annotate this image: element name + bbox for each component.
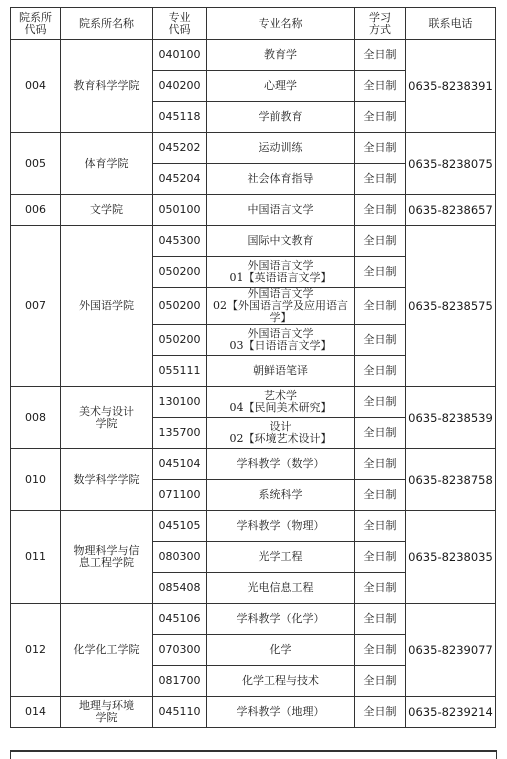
major-name-cell: 社会体育指导 — [207, 164, 355, 195]
table-row — [11, 226, 496, 257]
major-code-cell: 040200 — [153, 71, 207, 102]
study-mode-cell: 全日制 — [355, 226, 406, 257]
dept-name-cell: 教育科学学院 — [61, 40, 153, 133]
dept-code-cell: 006 — [11, 195, 61, 226]
major-code-cell: 071100 — [153, 480, 207, 511]
dept-code-cell: 010 — [11, 449, 61, 511]
study-mode-cell: 全日制 — [355, 133, 406, 164]
major-code-cell: 045110 — [153, 697, 207, 728]
dept-name-cell: 美术与设计 学院 — [61, 387, 153, 449]
dept-name-cell: 文学院 — [61, 195, 153, 226]
table-row — [11, 40, 496, 71]
major-code-cell: 050200 — [153, 325, 207, 356]
study-mode-cell: 全日制 — [355, 418, 406, 449]
header-row — [11, 8, 496, 40]
phone-cell: 0635-8238391 — [406, 40, 496, 133]
study-mode-cell: 全日制 — [355, 542, 406, 573]
table-row — [11, 195, 496, 226]
major-code-cell: 045104 — [153, 449, 207, 480]
major-code-cell: 055111 — [153, 356, 207, 387]
major-name-cell: 系统科学 — [207, 480, 355, 511]
table-body — [11, 40, 496, 728]
dept-name-cell: 体育学院 — [61, 133, 153, 195]
study-mode-cell: 全日制 — [355, 71, 406, 102]
study-mode-cell: 全日制 — [355, 195, 406, 226]
major-code-cell: 080300 — [153, 542, 207, 573]
study-mode-cell: 全日制 — [355, 604, 406, 635]
major-name-cell: 化学 — [207, 635, 355, 666]
study-mode-cell: 全日制 — [355, 573, 406, 604]
dept-code-cell: 004 — [11, 40, 61, 133]
dept-code-cell: 012 — [11, 604, 61, 697]
major-name-cell: 中国语言文学 — [207, 195, 355, 226]
major-name-cell: 学科教学（化学） — [207, 604, 355, 635]
phone-cell: 0635-8239077 — [406, 604, 496, 697]
major-name-cell: 学科教学（物理） — [207, 511, 355, 542]
study-mode-cell: 全日制 — [355, 288, 406, 325]
dept-code-cell: 011 — [11, 511, 61, 604]
phone-cell: 0635-8238758 — [406, 449, 496, 511]
major-name-cell: 运动训练 — [207, 133, 355, 164]
table-row — [11, 133, 496, 164]
major-code-cell: 050100 — [153, 195, 207, 226]
header-major-code: 专业 代码 — [153, 8, 207, 40]
study-mode-cell: 全日制 — [355, 697, 406, 728]
major-name-cell: 国际中文教育 — [207, 226, 355, 257]
study-mode-cell: 全日制 — [355, 635, 406, 666]
major-code-cell: 045204 — [153, 164, 207, 195]
dept-name-cell: 地理与环境 学院 — [61, 697, 153, 728]
phone-cell: 0635-8238657 — [406, 195, 496, 226]
dept-code-cell: 005 — [11, 133, 61, 195]
dept-code-cell: 007 — [11, 226, 61, 387]
dept-code-cell: 014 — [11, 697, 61, 728]
phone-cell: 0635-8238539 — [406, 387, 496, 449]
major-code-cell: 135700 — [153, 418, 207, 449]
study-mode-cell: 全日制 — [355, 356, 406, 387]
header-major-name: 专业名称 — [207, 8, 355, 40]
header-phone: 联系电话 — [406, 8, 496, 40]
major-code-cell: 050200 — [153, 257, 207, 288]
phone-cell: 0635-8239214 — [406, 697, 496, 728]
major-name-cell: 光学工程 — [207, 542, 355, 573]
study-mode-cell: 全日制 — [355, 102, 406, 133]
header-study-mode: 学习 方式 — [355, 8, 406, 40]
major-name-cell: 设计 02【环境艺术设计】 — [207, 418, 355, 449]
major-code-cell: 081700 — [153, 666, 207, 697]
phone-cell: 0635-8238075 — [406, 133, 496, 195]
major-name-cell: 学科教学（地理） — [207, 697, 355, 728]
study-mode-cell: 全日制 — [355, 164, 406, 195]
dept-name-cell: 外国语学院 — [61, 226, 153, 387]
major-code-cell: 085408 — [153, 573, 207, 604]
major-name-cell: 外国语言文学 01【英语语言文学】 — [207, 257, 355, 288]
phone-cell: 0635-8238575 — [406, 226, 496, 387]
major-code-cell: 045105 — [153, 511, 207, 542]
study-mode-cell: 全日制 — [355, 325, 406, 356]
major-name-cell: 学科教学（数学） — [207, 449, 355, 480]
table-row — [11, 449, 496, 480]
next-table-top-edge — [10, 750, 497, 759]
major-code-cell: 040100 — [153, 40, 207, 71]
major-name-cell: 学前教育 — [207, 102, 355, 133]
major-code-cell: 045202 — [153, 133, 207, 164]
major-code-cell: 050200 — [153, 288, 207, 325]
phone-cell: 0635-8238035 — [406, 511, 496, 604]
header-dept-code: 院系所 代码 — [11, 8, 61, 40]
major-name-cell: 艺术学 04【民间美术研究】 — [207, 387, 355, 418]
major-name-cell: 外国语言文学 02【外国语言学及应用语言学】 — [207, 288, 355, 325]
major-name-cell: 朝鲜语笔译 — [207, 356, 355, 387]
table-row — [11, 604, 496, 635]
study-mode-cell: 全日制 — [355, 511, 406, 542]
major-name-cell: 教育学 — [207, 40, 355, 71]
major-code-cell: 045300 — [153, 226, 207, 257]
major-code-cell: 130100 — [153, 387, 207, 418]
study-mode-cell: 全日制 — [355, 480, 406, 511]
major-name-cell: 化学工程与技术 — [207, 666, 355, 697]
major-name-cell: 外国语言文学 03【日语语言文学】 — [207, 325, 355, 356]
major-name-cell: 心理学 — [207, 71, 355, 102]
dept-name-cell: 化学化工学院 — [61, 604, 153, 697]
major-code-cell: 045118 — [153, 102, 207, 133]
dept-code-cell: 008 — [11, 387, 61, 449]
study-mode-cell: 全日制 — [355, 40, 406, 71]
table-row — [11, 387, 496, 418]
header-dept-name: 院系所名称 — [61, 8, 153, 40]
study-mode-cell: 全日制 — [355, 387, 406, 418]
study-mode-cell: 全日制 — [355, 449, 406, 480]
study-mode-cell: 全日制 — [355, 257, 406, 288]
table-row — [11, 511, 496, 542]
dept-name-cell: 物理科学与信 息工程学院 — [61, 511, 153, 604]
table-row — [11, 697, 496, 728]
major-code-cell: 045106 — [153, 604, 207, 635]
study-mode-cell: 全日制 — [355, 666, 406, 697]
major-name-cell: 光电信息工程 — [207, 573, 355, 604]
major-code-cell: 070300 — [153, 635, 207, 666]
dept-name-cell: 数学科学学院 — [61, 449, 153, 511]
program-table — [10, 7, 496, 728]
